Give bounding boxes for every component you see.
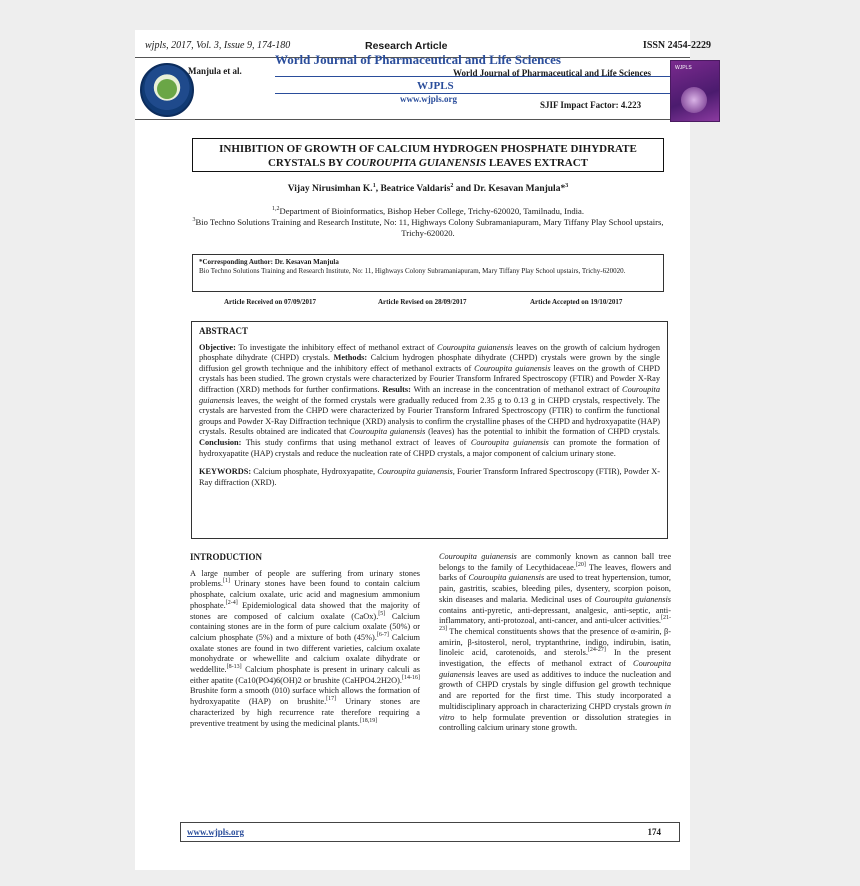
date-revised: Article Revised on 28/09/2017	[378, 298, 467, 306]
page-footer	[180, 822, 680, 842]
issn: ISSN 2454-2229	[642, 40, 711, 51]
introduction-column	[190, 552, 420, 729]
keywords: KEYWORDS: Calcium phosphate, Hydroxyapatite, Couroupita guianensis, Fourier Transform Infrared Spectroscopy (FTIR), Powder X-Ray diffraction (XRD).	[199, 467, 660, 487]
article-type: Research Article	[365, 40, 448, 52]
corresponding-author-box	[192, 254, 664, 292]
journal-seal-icon	[140, 63, 194, 117]
affiliations: $^{1,2}$Department of Bioinformatics, Bishop Heber College, Trichy-620020, Tamilnadu, India. $^3$Bio Techno Solutions Training and Research Institute, No: 11, Highways Colony Subramaniapuram, Mary Tiffany Play School upstairs, Trichy-620020.	[192, 206, 664, 238]
running-left: wjpls, 2017, Vol. 3, Issue 9, 174-180	[145, 40, 291, 51]
introduction-text: A large number of people are suffering from urinary stones problems.[1] Urinary stones have been found to contain calcium phosphate, calcium oxalate, uric acid and magnesium ammonium phosphate.[2-4] Epidemiological data showed that the majority of stones are composed of calcium oxalate (CaOx).[5] Calcium containing stones are in the form of pure calcium oxalate (50%) or calcium phosphate (5%) and a mixture of both (45%).[6-7] Calcium oxalate stones are found in two different varieties, calcium oxalate monohydrate or whewellite and calcium oxalate dihydrate or weddellite.[8-13] Calcium phosphate is present in urinary calculi as either apatite (Ca10(PO4)6(OH)2 or brushite (CaHPO4.2H2O).[14-16] Brushite form a smooth (010) surface which allows the formation of hydroxyapatite (HAP) on brushite.[17] Urinary stones are characterized by high recurrence rate therefore requiring a preventive treatment by using the medicinal plants.[18,19]	[190, 568, 421, 728]
acronym-rule	[275, 93, 670, 94]
page-number: 174	[647, 827, 661, 837]
author-list: Vijay Nirusimhan K.$^1$, Beatrice Valdaris$^2$ and Dr. Kesavan Manjula*$^3$	[287, 182, 569, 194]
journal-cover-icon: WJPLS	[670, 60, 720, 122]
author-short: Manjula et al.	[188, 66, 242, 76]
journal-url[interactable]: www.wjpls.org	[400, 94, 458, 104]
abstract-body: Objective: To investigate the inhibitory effect of methanol extract of Couroupita guianensis leaves on the growth of calcium hydrogen phosphate dihydrate (CHPD) crystals. Methods: Calcium hydrogen phosphate dihydrate (CHPD) crystals were grown by the single diffusion gel growth technique and the inhibitory effect of methanol extracts of Couroupita guianensis leaves on the growth of CHPD crystals has been studied. The grown crystals were characterized by Fourier Transform Infrared Spectroscopy (FTIR) and Powder X-Ray diffraction (XRD) methods for further confirmations. Results: With an increase in the concentration of methanol extract of Couroupita guianensis leaves, the weight of the formed crystals were gradually reduced from 2.35 g to 0.13 g in CHPD crystals, respectively. The crystals are harvested from the CHPD were characterized by Fourier Transform Infrared Spectroscopy (FTIR) to confirm the functional groups and Powder X-Ray Diffraction technique (XRD) analysis to confirm the crystalline phases of the CHPD and hydroxyapatite (HAP) crystals. Results obtained are indicated that Couroupita guianensis (leaves) has the potential to inhibit the formation of CHPD crystals. Conclusion: This study confirms that using methanol extract of leaves of Couroupita guianensis can promote the formation of hydroxyapatite (HAP) crystals and reduce the nucleation rate of CHPD crystals, a major component of calcium urinary stone.	[199, 342, 661, 458]
date-accepted: Article Accepted on 19/10/2017	[530, 298, 623, 306]
corresponding-address: Bio Techno Solutions Training and Research Institute, No: 11, Highways Colony Subramaniapuram, Mary Tiffany Play School upstairs, Trichy-620020.	[199, 267, 626, 275]
journal-subtitle: World Journal of Pharmaceutical and Life Sciences	[453, 68, 651, 78]
journal-title: World Journal of Pharmaceutical and Life Sciences	[275, 52, 561, 67]
abstract-box	[191, 321, 668, 539]
right-column-text: Couroupita guianensis are commonly known as cannon ball tree belongs to the family of Lecythidaceae.[20] The leaves, flowers and barks of Couroupita guianensis are used to treat hypertension, tumor, pain, gastritis, scabies, bleeding piles, dysentery, scorpion poison, skin diseases and malaria. Medicinal uses of Couroupita guianensis contains anti-pyretic, anti-depressant, analgesic, anti-septic, anti-inflammatory, anti-protozoal, anti-cancer, and anti-ulcer activities.[21-23] The chemical constituents shows that the presence of α-amirin, β-amirin, β-sitosterol, nerol, tryptanthrine, indigo, indirubin, isatin, linoleic acid, carotenoids, and sterols.[24-27] In the present investigation, the effects of methanol extract of Couroupita guianensis leaves are used as additives to induce the nucleation and growth of CHPD crystals by single diffusion gel growth technique and are reported for the first time. This study incorporated a multidisciplinary approach in characterizing CHPD crystals grown in vitro to help formulate prevention or dissolution strategies in controlling calcium urinary stone growth.	[439, 552, 672, 733]
introduction-heading: INTRODUCTION	[190, 552, 263, 562]
header-rule-bottom	[135, 119, 690, 120]
impact-factor: SJIF Impact Factor: 4.223	[540, 100, 642, 110]
abstract-heading: ABSTRACT	[199, 326, 249, 336]
article-title: INHIBITION OF GROWTH OF CALCIUM HYDROGEN PHOSPHATE DIHYDRATE CRYSTALS BY COUROUPITA GUIANENSIS LEAVES EXTRACT	[192, 138, 664, 172]
date-received: Article Received on 07/09/2017	[224, 298, 316, 306]
journal-acronym: WJPLS	[417, 80, 454, 92]
footer-url[interactable]: www.wjpls.org	[187, 827, 245, 837]
corresponding-heading: *Corresponding Author: Dr. Kesavan Manjula	[199, 258, 339, 266]
